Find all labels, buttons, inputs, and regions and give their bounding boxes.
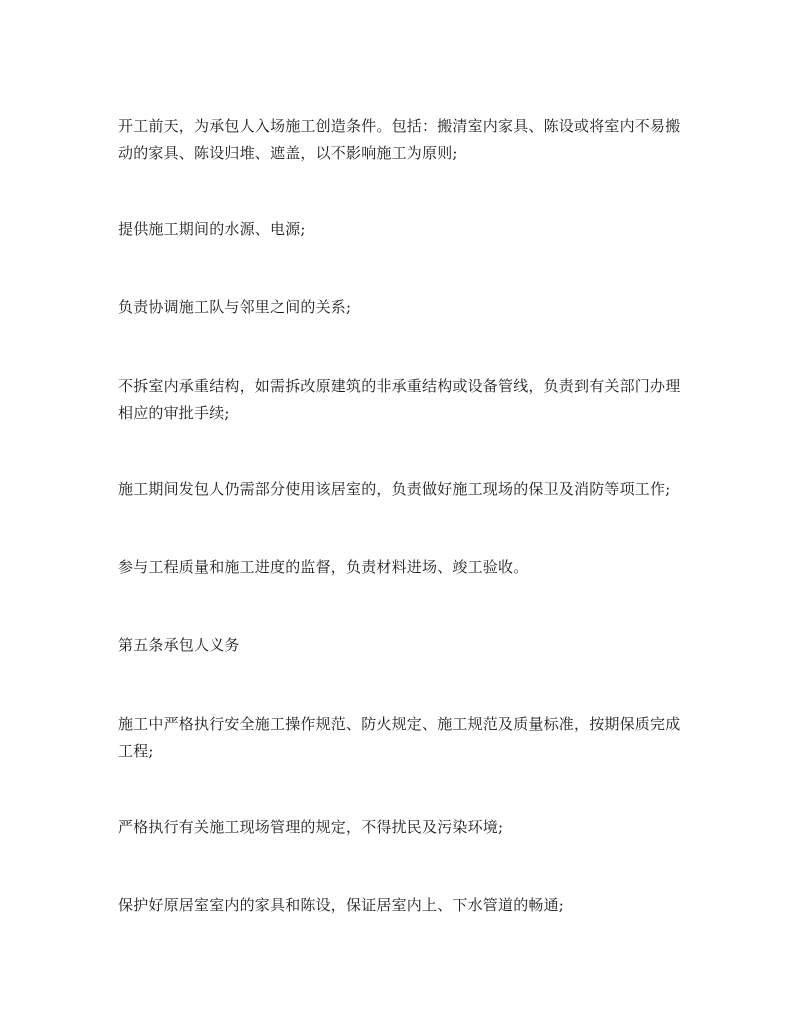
paragraph-safety-standards: 施工中严格执行安全施工操作规范、防火规定、施工规范及质量标准，按期保质完成工程; [118, 715, 681, 760]
paragraph-structure-approval: 不拆室内承重结构，如需拆改原建筑的非承重结构或设备管线，负责到有关部门办理相应的审批手续; [118, 377, 681, 422]
paragraph-furniture-protection: 保护好原居室室内的家具和陈设，保证居室内上、下水管道的畅通; [118, 896, 565, 914]
section-heading-article-five: 第五条承包人义务 [118, 636, 240, 654]
paragraph-water-power-supply: 提供施工期间的水源、电源; [118, 220, 306, 238]
paragraph-site-security: 施工期间发包人仍需部分使用该居室的，负责做好施工现场的保卫及消防等项工作; [118, 480, 671, 498]
paragraph-client-preparation: 开工前天，为承包人入场施工创造条件。包括：搬清室内家具、陈设或将室内不易搬动的家具、陈设归堆、遮盖，以不影响施工为原则; [118, 117, 681, 162]
paragraph-neighbor-coordination: 负责协调施工队与邻里之间的关系; [118, 298, 352, 316]
paragraph-quality-supervision: 参与工程质量和施工进度的监督，负责材料进场、竣工验收。 [118, 558, 529, 576]
paragraph-site-management: 严格执行有关施工现场管理的规定，不得扰民及污染环境; [118, 818, 504, 836]
